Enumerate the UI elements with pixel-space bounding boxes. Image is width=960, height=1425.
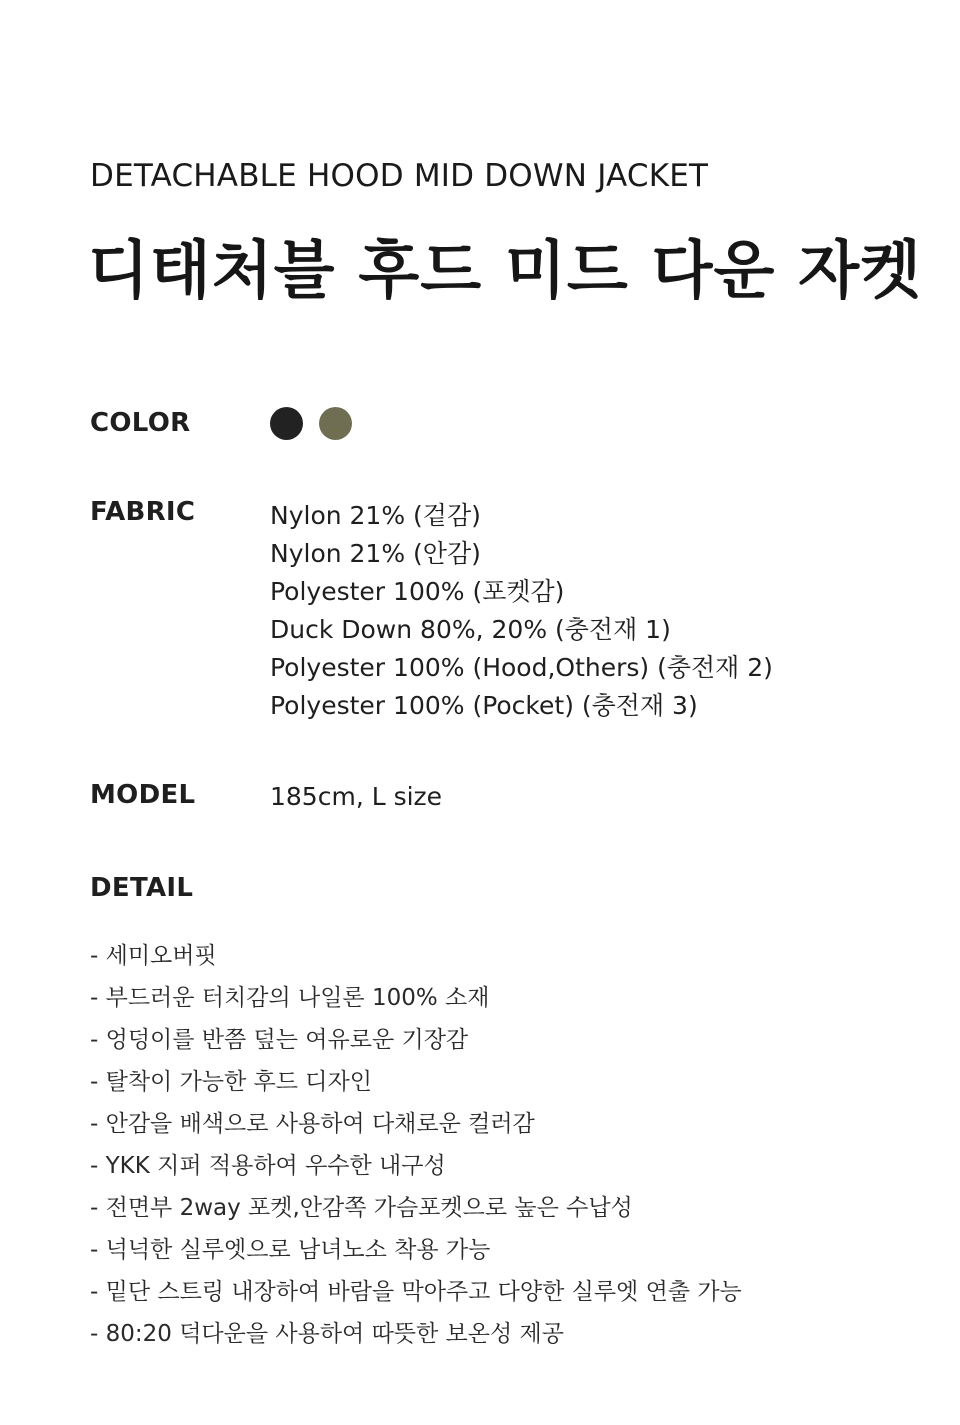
model-label: MODEL bbox=[90, 780, 196, 810]
color-label: COLOR bbox=[90, 408, 191, 438]
color-swatch-khaki[interactable] bbox=[319, 407, 352, 440]
detail-item: - 80:20 덕다운을 사용하여 따뜻한 보온성 제공 bbox=[90, 1321, 564, 1347]
fabric-label: FABRIC bbox=[90, 497, 196, 527]
fabric-item: Polyester 100% (Pocket) (충전재 3) bbox=[270, 691, 698, 720]
detail-item: - 밑단 스트링 내장하여 바람을 막아주고 다양한 실루엣 연출 가능 bbox=[90, 1279, 742, 1305]
detail-list bbox=[90, 935, 742, 1355]
fabric-item: Polyester 100% (Hood,Others) (충전재 2) bbox=[270, 653, 773, 682]
model-value: 185cm, L size bbox=[270, 782, 443, 811]
detail-item: - YKK 지퍼 적용하여 우수한 내구성 bbox=[90, 1153, 446, 1179]
detail-item: - 세미오버핏 bbox=[90, 943, 217, 969]
detail-item: - 넉넉한 실루엣으로 남녀노소 착용 가능 bbox=[90, 1237, 491, 1263]
detail-item: - 안감을 배색으로 사용하여 다채로운 컬러감 bbox=[90, 1111, 535, 1137]
fabric-item: Nylon 21% (겉감) bbox=[270, 501, 481, 530]
product-title-en: DETACHABLE HOOD MID DOWN JACKET bbox=[90, 158, 709, 194]
fabric-list bbox=[270, 497, 773, 725]
fabric-item: Duck Down 80%, 20% (충전재 1) bbox=[270, 615, 671, 644]
detail-item: - 탈착이 가능한 후드 디자인 bbox=[90, 1069, 372, 1095]
fabric-item: Nylon 21% (안감) bbox=[270, 539, 481, 568]
detail-item: - 엉덩이를 반쯤 덮는 여유로운 기장감 bbox=[90, 1027, 469, 1053]
detail-label: DETAIL bbox=[90, 873, 194, 903]
fabric-item: Polyester 100% (포켓감) bbox=[270, 577, 565, 606]
detail-item: - 전면부 2way 포켓,안감쪽 가슴포켓으로 높은 수납성 bbox=[90, 1195, 633, 1221]
detail-item: - 부드러운 터치감의 나일론 100% 소재 bbox=[90, 985, 490, 1011]
color-swatches bbox=[270, 407, 352, 440]
product-title-ko: 디태처블 후드 미드 다운 자켓 bbox=[88, 234, 923, 307]
color-swatch-black[interactable] bbox=[270, 407, 303, 440]
